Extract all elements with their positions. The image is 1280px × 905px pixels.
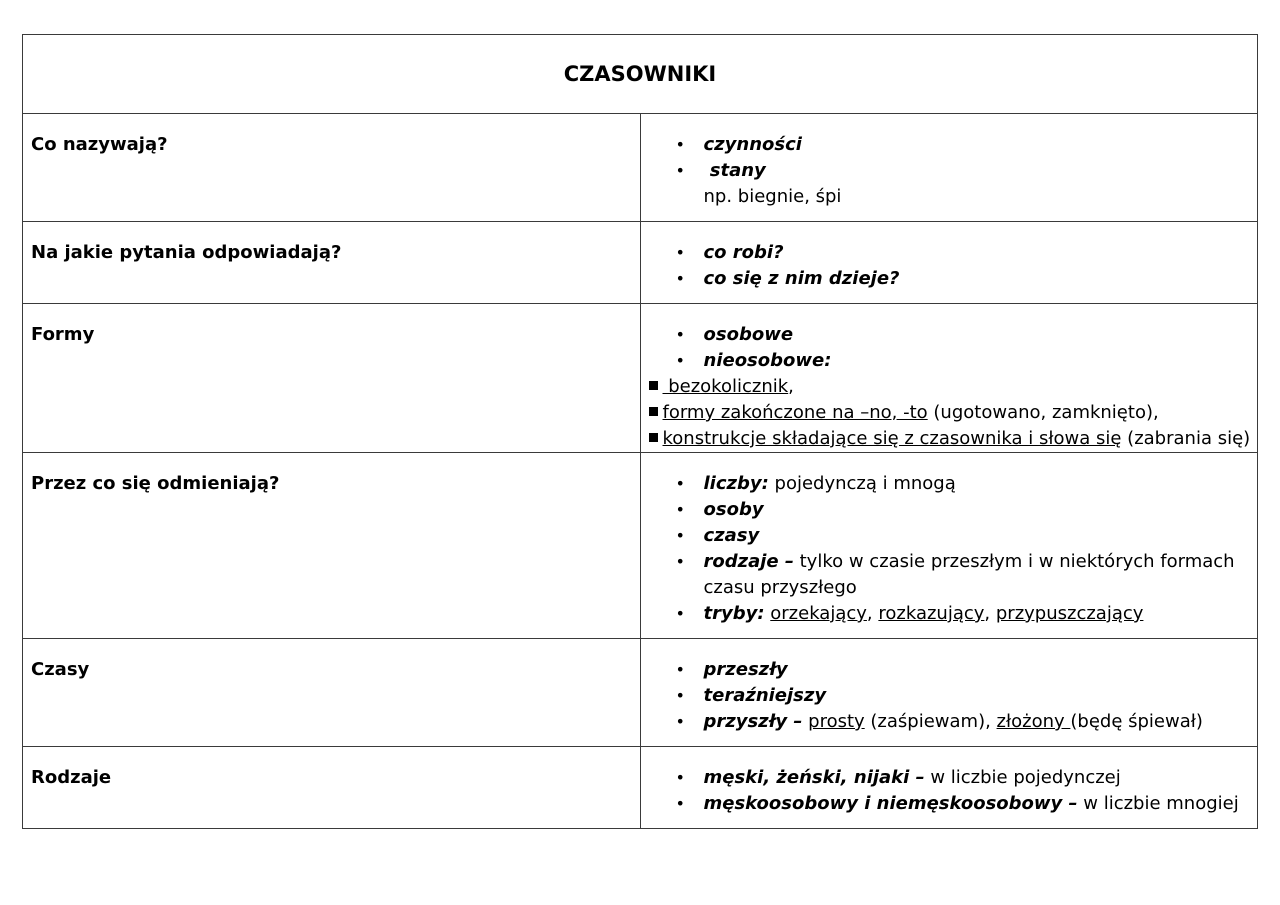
sub-item: konstrukcje składające się z czasownika i słowa się (zabrania się) <box>641 426 1258 452</box>
row-content <box>640 304 1258 453</box>
bullet-list <box>641 240 1258 292</box>
list-item: • męski, żeński, nijaki – w liczbie pojedynczej <box>704 765 1258 791</box>
list-item: • osobowe <box>704 322 1258 348</box>
bullet-icon: • <box>675 325 685 344</box>
bullet-icon: • <box>675 269 685 288</box>
bullet-icon: • <box>675 552 685 571</box>
square-bullet-icon <box>649 407 658 416</box>
row-label: Formy <box>23 304 641 453</box>
list-item: • tryby: orzekający, rozkazujący, przypuszczający <box>704 601 1258 627</box>
bullet-icon: • <box>675 135 685 154</box>
list-item: • osoby <box>704 497 1258 523</box>
table-title: CZASOWNIKI <box>23 35 1258 114</box>
list-item: • czynności <box>704 132 1258 158</box>
list-item: • liczby: pojedynczą i mnogą <box>704 471 1258 497</box>
row-content <box>640 747 1258 829</box>
table-row <box>23 639 1258 747</box>
table-row <box>23 114 1258 222</box>
row-content <box>640 114 1258 222</box>
row-content <box>640 639 1258 747</box>
list-item: • teraźniejszy <box>704 683 1258 709</box>
row-label: Co nazywają? <box>23 114 641 222</box>
bullet-icon: • <box>675 526 685 545</box>
row-label: Czasy <box>23 639 641 747</box>
document-sheet <box>22 34 1258 829</box>
table-row <box>23 304 1258 453</box>
sub-item: formy zakończone na –no, -to (ugotowano, zamknięto), <box>641 400 1258 426</box>
square-bullet-icon <box>649 433 658 442</box>
list-item: • stany <box>704 158 1258 184</box>
row-content <box>640 453 1258 639</box>
sub-item: bezokolicznik, <box>641 374 1258 400</box>
table-row <box>23 453 1258 639</box>
table-row <box>23 222 1258 304</box>
table-row <box>23 747 1258 829</box>
bullet-icon: • <box>675 161 685 180</box>
row-label: Na jakie pytania odpowiadają? <box>23 222 641 304</box>
bullet-icon: • <box>675 712 685 731</box>
row-label: Rodzaje <box>23 747 641 829</box>
bullet-icon: • <box>675 660 685 679</box>
square-bullet-icon <box>649 381 658 390</box>
row-label: Przez co się odmieniają? <box>23 453 641 639</box>
list-item: • przyszły – prosty (zaśpiewam), złożony (będę śpiewał) <box>704 709 1258 735</box>
bullet-list <box>641 657 1258 735</box>
bullet-icon: • <box>675 604 685 623</box>
bullet-list <box>641 322 1258 374</box>
bullet-icon: • <box>675 474 685 493</box>
bullet-list <box>641 471 1258 627</box>
title-row <box>23 35 1258 114</box>
bullet-icon: • <box>675 243 685 262</box>
bullet-list <box>641 765 1258 817</box>
bullet-icon: • <box>675 768 685 787</box>
row-content <box>640 222 1258 304</box>
list-item: • co robi? <box>704 240 1258 266</box>
list-item: • rodzaje – tylko w czasie przeszłym i w niektórych formach czasu przyszłego <box>675 551 1235 598</box>
list-item: • męskoosobowy i niemęskoosobowy – w liczbie mnogiej <box>704 791 1258 817</box>
list-item: • czasy <box>704 523 1258 549</box>
verbs-table <box>22 34 1258 829</box>
bullet-icon: • <box>675 351 685 370</box>
list-item: • przeszły <box>704 657 1258 683</box>
bullet-icon: • <box>675 686 685 705</box>
list-item: • co się z nim dzieje? <box>704 266 1258 292</box>
example-note: np. biegnie, śpi <box>703 186 842 207</box>
list-item: • nieosobowe: <box>704 348 1258 374</box>
bullet-icon: • <box>675 794 685 813</box>
bullet-list <box>641 132 1258 184</box>
bullet-icon: • <box>675 500 685 519</box>
